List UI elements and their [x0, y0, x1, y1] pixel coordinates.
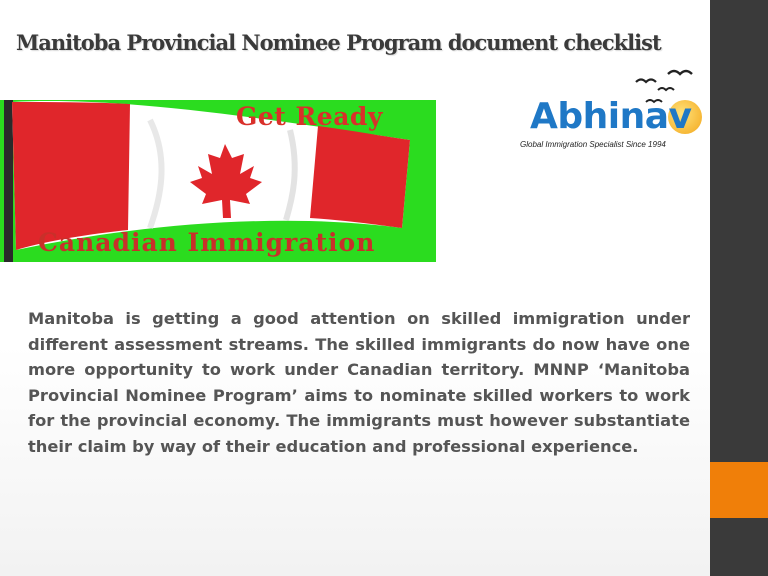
logo-name: Abhinav: [530, 96, 692, 137]
slide-title: Manitoba Provincial Nominee Program document checklist: [16, 30, 661, 55]
orange-accent-block: [710, 462, 768, 518]
logo-tagline: Global Immigration Specialist Since 1994: [520, 140, 666, 149]
banner-top-text: Get Ready: [236, 102, 383, 131]
canada-immigration-banner: [0, 100, 436, 262]
body-paragraph: Manitoba is getting a good attention on skilled immigration under different assessment streams. The skilled immigrants do now have one more opportunity to work under Canadian territory. MNNP ‘Manitoba Provincial Nominee Program’ aims to nominate skilled workers to work for the provincial economy. The immigrants must however substantiate their claim by way of their education and professional experience.: [28, 309, 690, 456]
abhinav-logo: [518, 66, 708, 166]
right-sidebar: [710, 0, 768, 576]
banner-bottom-text: Canadian Immigration: [38, 228, 376, 257]
